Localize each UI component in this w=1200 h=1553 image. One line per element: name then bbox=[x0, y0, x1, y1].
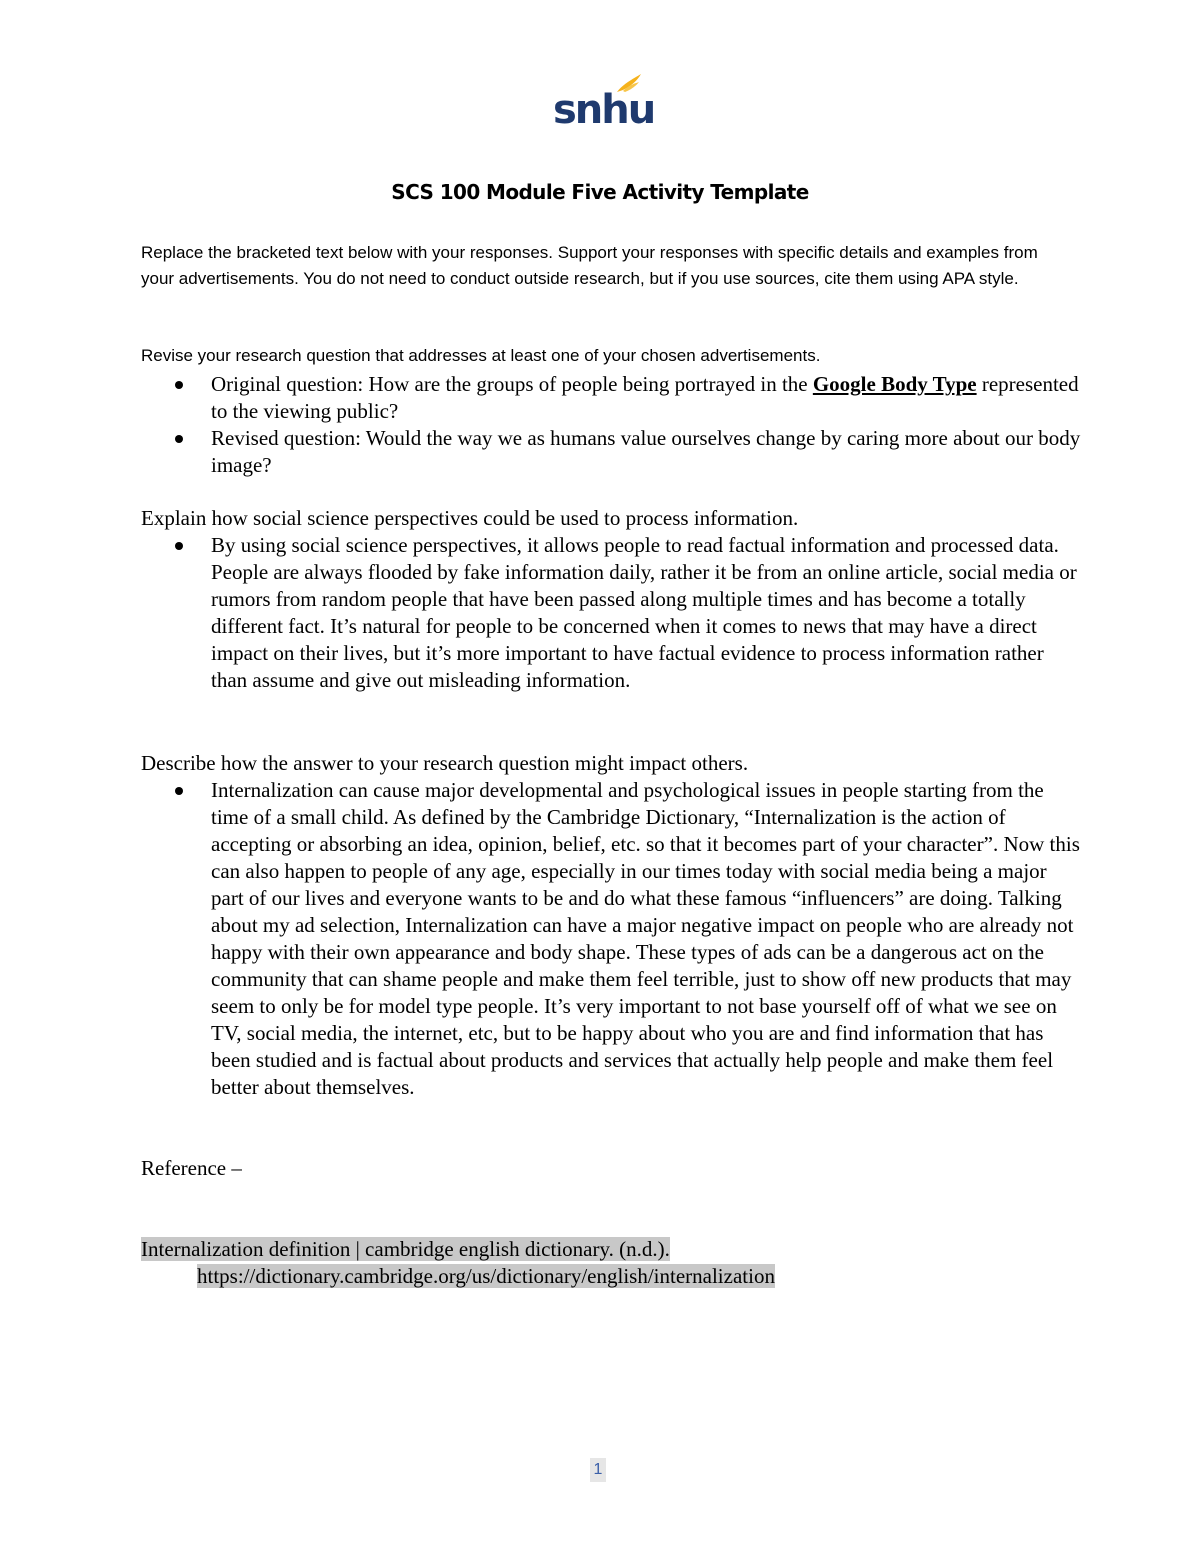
section1-prompt: Revise your research question that addresses at least one of your chosen advertisements. bbox=[141, 346, 821, 365]
citation-text: Internalization definition | cambridge english dictionary. (n.d.). bbox=[141, 1237, 670, 1261]
reference-citation bbox=[141, 1236, 775, 1290]
list-item bbox=[141, 425, 1081, 479]
snhu-logo bbox=[553, 72, 655, 136]
revised-question: Revised question: Would the way we as humans value ourselves change by caring more about our body image? bbox=[211, 426, 1081, 477]
list-item bbox=[141, 777, 1081, 1101]
bullet-icon bbox=[175, 381, 183, 389]
section2-prompt: Explain how social science perspectives could be used to process information. bbox=[141, 506, 799, 530]
list-item bbox=[141, 532, 1081, 694]
bullet-icon bbox=[175, 787, 183, 795]
section2-answer: By using social science perspectives, it allows people to read factual information and processed data. People are always flooded by fake information daily, rather it be from an online article, social media or rumors from random people that have been passed along multiple times and has become a totally different fact. It’s natural for people to be concerned when it comes to news that may have a direct impact on their lives, but it’s more important to have factual evidence to process information rather than assume and give out misleading information. bbox=[211, 533, 1077, 692]
bullet-icon bbox=[175, 542, 183, 550]
page-number: 1 bbox=[590, 1458, 606, 1482]
original-question-suffix: represented to the viewing public? bbox=[211, 372, 1079, 423]
section3-answer: Internalization can cause major developmental and psychological issues in people starting from the time of a small child. As defined by the Cambridge Dictionary, “Internalization is the action of accepting or absorbing an idea, opinion, belief, etc. so that it becomes part of your character”. Now this can also happen to people of any age, especially in our times today with social media being a major part of our lives and everyone wants to be and do what these famous “influencers” are doing. Talking about my ad selection, Internalization can have a major negative impact on people who are already not happy with their own appearance and body shape. These types of ads can be a dangerous act on the community that can shame people and make them feel terrible, just to show off new products that may seem to only be for model type people. It’s very important to not base yourself off of what we see on TV, social media, the internet, etc, but to be happy about who you are and find information that has been studied and is factual about products and services that actually help people and make them feel better about themselves. bbox=[211, 778, 1080, 1099]
original-question-prefix: Original question: How are the groups of people being portrayed in the bbox=[211, 372, 813, 396]
reference-heading: Reference – bbox=[141, 1156, 242, 1180]
section3-list bbox=[141, 777, 1081, 1101]
instructions-paragraph: Replace the bracketed text below with your responses. Support your responses with specific details and examples from your advertisements. You do not need to conduct outside research, but if you use sources, cite them using APA style. bbox=[141, 243, 1038, 288]
section2-list bbox=[141, 532, 1081, 694]
section3-prompt: Describe how the answer to your research question might impact others. bbox=[141, 751, 749, 775]
page-title: SCS 100 Module Five Activity Template bbox=[391, 180, 809, 204]
bullet-icon bbox=[175, 435, 183, 443]
google-body-type-link[interactable]: Google Body Type bbox=[812, 372, 977, 396]
list-item bbox=[141, 371, 1081, 425]
citation-url-link[interactable]: https://dictionary.cambridge.org/us/dictionary/english/internalization bbox=[197, 1264, 775, 1288]
logo-text: snhu bbox=[553, 87, 655, 133]
section1-list bbox=[141, 371, 1081, 479]
